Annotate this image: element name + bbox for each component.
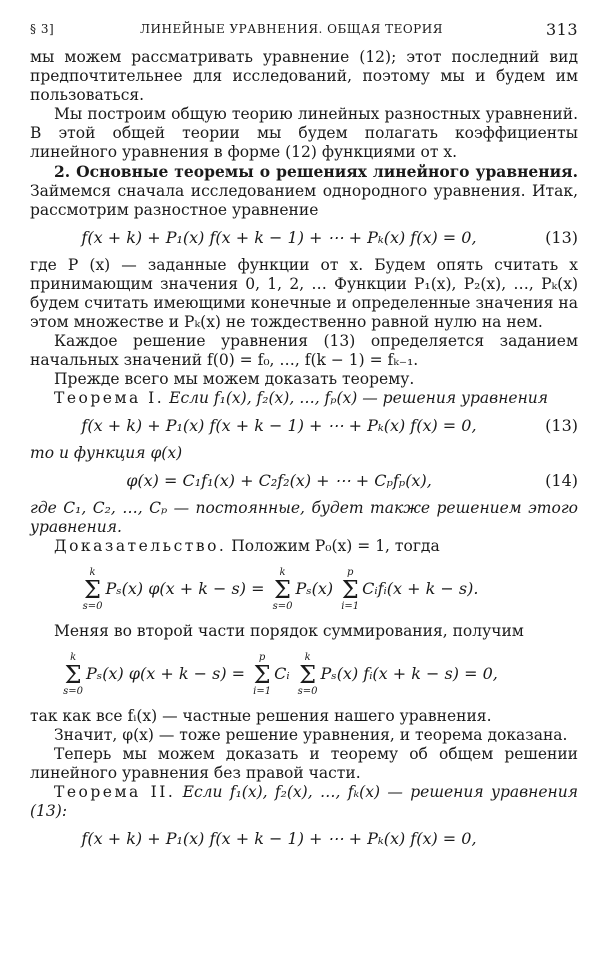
- running-header: [30, 14, 578, 48]
- sum-symbol: [298, 653, 318, 697]
- sum-upper-limit: k: [70, 651, 77, 663]
- sum-symbol: [83, 568, 103, 612]
- proof-text: Положим P₀(x) = 1, тогда: [226, 537, 440, 555]
- page-number: 313: [545, 20, 578, 39]
- theorem-1-text: Если f₁(x), f₂(x), …, fₚ(x) — решения уравнения: [164, 389, 549, 407]
- paragraph-4: где P (x) — заданные функции от x. Будем опять считать x принимающим значения 0, 1, 2, … Функции P₁(x), P₂(x), …, Pₖ(x) будем считать имеющими конечные и определенные значения на этом множестве и Pₖ(x) не тождественно равной нулю на нем.: [30, 256, 578, 331]
- equation-14-body: φ(x) = C₁f₁(x) + C₂f₂(x) + ⋯ + Cₚfₚ(x),: [126, 471, 432, 490]
- equation-13: [30, 220, 578, 256]
- sigma-glyph: Σ: [253, 660, 271, 689]
- paragraph-9: где C₁, C₂, …, Cₚ — постоянные, будет также решением этого уравнения.: [30, 499, 578, 536]
- paragraph-14: Теперь мы можем доказать и теорему об общем решении линейного уравнения без правой части.: [30, 745, 578, 782]
- sum-equation-a: [30, 556, 578, 622]
- paragraph-12: так как все fᵢ(x) — частные решения нашего уравнения.: [30, 707, 492, 725]
- section-mark: § 3]: [30, 22, 55, 36]
- subsection-heading: 2. Основные теоремы о решениях линейного уравнения.: [54, 162, 578, 181]
- sum-lower-limit: i=1: [253, 685, 272, 697]
- sum-b-mid: Cᵢ: [274, 664, 290, 683]
- theorem-2-text: Если f₁(x), f₂(x), …, fₖ(x) — решения уравнения (13):: [30, 783, 579, 820]
- paragraph-6: Прежде всего мы можем доказать теорему.: [54, 370, 415, 388]
- sum-lower-limit: s=0: [82, 600, 103, 612]
- sum-symbol: [253, 653, 271, 697]
- paragraph-2: Мы построим общую теорию линейных разностных уравнений. В этой общей теории мы будем полагать коэффициенты линейного уравнения в форме (12) функциями от x.: [30, 105, 578, 161]
- sigma-glyph: Σ: [274, 575, 291, 604]
- sum-lower-limit: s=0: [272, 600, 293, 612]
- sum-lower-limit: s=0: [63, 685, 84, 697]
- sum-a-right: Cᵢfᵢ(x + k − s).: [362, 579, 479, 598]
- sum-lower-limit: s=0: [297, 685, 318, 697]
- paragraph-11: Меняя во второй части порядок суммирования, получим: [54, 622, 524, 640]
- sum-upper-limit: k: [279, 566, 286, 578]
- sum-a-left: Pₛ(x) φ(x + k − s) =: [105, 579, 265, 598]
- sum-b-left: Pₛ(x) φ(x + k − s) =: [86, 664, 246, 683]
- sigma-glyph: Σ: [64, 660, 82, 689]
- paragraph-5: Каждое решение уравнения (13) определяется заданием начальных значений f(0) = f₀, …, f(k − 1) = fₖ₋₁.: [30, 332, 578, 369]
- equation-last-body: f(x + k) + P₁(x) f(x + k − 1) + ⋯ + Pₖ(x) f(x) = 0,: [81, 829, 477, 848]
- theorem-2: [30, 783, 578, 821]
- sigma-glyph: Σ: [84, 575, 101, 604]
- book-page: [30, 14, 578, 857]
- sum-upper-limit: k: [304, 651, 311, 663]
- equation-13-repeat: [30, 408, 578, 444]
- theorem-1-label: Теорема I.: [54, 389, 165, 407]
- equation-last: [30, 821, 578, 857]
- equation-13-repeat-body: f(x + k) + P₁(x) f(x + k − 1) + ⋯ + Pₖ(x) f(x) = 0,: [81, 416, 477, 435]
- equation-13-repeat-number: (13): [545, 416, 578, 435]
- paragraph-1: мы можем рассматривать уравнение (12); этот последний вид предпочтительнее для исследований, поэтому мы и будем им пользоваться.: [30, 48, 578, 104]
- equation-13-body: f(x + k) + P₁(x) f(x + k − 1) + ⋯ + Pₖ(x) f(x) = 0,: [81, 228, 477, 247]
- sum-b-right: Pₛ(x) fᵢ(x + k − s) = 0,: [320, 664, 498, 683]
- sum-upper-limit: p: [258, 651, 266, 663]
- sigma-glyph: Σ: [341, 575, 359, 604]
- sum-equation-b: [30, 641, 578, 707]
- sum-lower-limit: i=1: [341, 600, 360, 612]
- paragraph-3: [30, 162, 578, 220]
- paragraph-3-text: Займемся сначала исследованием однородного уравнения. Итак, рассмотрим разностное уравнение: [30, 182, 578, 219]
- proof: [30, 537, 578, 556]
- paragraph-8: то и функция φ(x): [30, 444, 183, 462]
- sum-equation-a-body: [30, 556, 528, 622]
- equation-14-number: (14): [545, 471, 578, 490]
- sum-symbol: [273, 568, 293, 612]
- proof-label: Доказательство.: [54, 537, 227, 555]
- sum-symbol: [341, 568, 359, 612]
- theorem-2-label: Теорема II.: [54, 783, 176, 801]
- sum-a-mid: Pₛ(x): [295, 579, 334, 598]
- sum-equation-b-body: [30, 641, 528, 707]
- equation-14: [30, 463, 578, 499]
- running-title: ЛИНЕЙНЫЕ УРАВНЕНИЯ. ОБЩАЯ ТЕОРИЯ: [140, 22, 443, 36]
- sum-upper-limit: k: [89, 566, 96, 578]
- equation-13-number: (13): [545, 228, 578, 247]
- sum-symbol: [63, 653, 83, 697]
- sum-upper-limit: p: [346, 566, 354, 578]
- paragraph-13: Значит, φ(x) — тоже решение уравнения, и теорема доказана.: [54, 726, 568, 744]
- theorem-1: [30, 389, 578, 408]
- sigma-glyph: Σ: [299, 660, 317, 689]
